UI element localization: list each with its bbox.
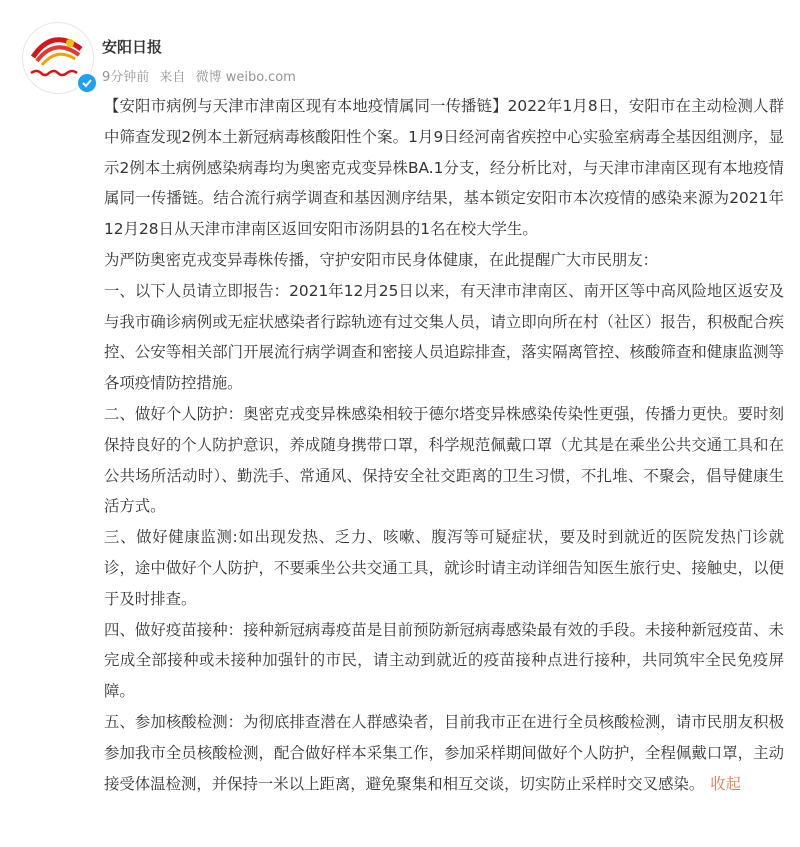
post-paragraph: 三、做好健康监测:如出现发热、乏力、咳嗽、腹泻等可疑症状，要及时到就近的医院发热门诊就诊，途中做好个人防护，不要乘坐公共交通工具，就诊时请主动详细告知医生旅行史、接触史，以便于及时排查。 [104, 528, 784, 608]
post-paragraph: 二、做好个人防护：奥密克戎变异株感染相较于德尔塔变异株感染传染性更强，传播力更快。要时刻保持良好的个人防护意识，养成随身携带口罩，科学规范佩戴口罩（尤其是在乘坐公共交通工具和在公共场所活动时）、勤洗手、常通风、保持安全社交距离的卫生习惯，不扎堆、不聚会，倡导健康生活方式。 [104, 404, 784, 516]
post-content [104, 91, 784, 799]
account-name[interactable]: 安阳日报 [102, 38, 163, 56]
post-paragraph: 四、做好疫苗接种：接种新冠病毒疫苗是目前预防新冠病毒感染最有效的手段。未接种新冠疫苗、未完成全部接种或未接种加强针的市民，请主动到就近的疫苗接种点进行接种，共同筑牢全民免疫屏障。 [104, 620, 784, 701]
post-paragraph: 为严防奥密克戎变异毒株传播，守护安阳市民身体健康，在此提醒广大市民朋友： [104, 250, 659, 269]
source-prefix: 来自 [159, 70, 186, 85]
post-paragraph-text: 五、参加核酸检测：为彻底排查潜在人群感染者，目前我市正在进行全员核酸检测，请市民朋友积极参加我市全员核酸检测，配合做好样本采集工作，参加采样期间做好个人防护，全程佩戴口罩，主动接受体温检测，并保持一米以上距离，避免聚集和相互交谈，切实防止采样时交叉感染。 [104, 712, 784, 793]
post-paragraph: 一、以下人员请立即报告：2021年12月25日以来，有天津市津南区、南开区等中高风险地区返安及与我市确诊病例或无症状感染者行踪轨迹有过交集人员，请立即向所在村（社区）报告，积极配合疾控、公安等相关部门开展流行病学调查和密接人员追踪排查，落实隔离管控、核酸筛查和健康监测等各项疫情防控措施。 [104, 281, 784, 393]
post-header [22, 22, 782, 92]
source-app[interactable]: 微博 weibo.com [195, 70, 296, 85]
post-time[interactable]: 9分钟前 [102, 70, 150, 85]
post-paragraph: 【安阳市病例与天津市津南区现有本地疫情属同一传播链】2022年1月8日，安阳市在主动检测人群中筛查发现2例本土新冠病毒核酸阳性个案。1月9日经河南省疾控中心实验室病毒全基因组测序，显示2例本土病例感染病毒均为奥密克戎变异株BA.1分支，经分析比对，与天津市津南区现有本地疫情属同一传播链。结合流行病学调查和基因测序结果，基本锁定安阳市本次疫情的感染来源为2021年12月28日从天津市津南区返回安阳市汤阴县的1名在校大学生。 [104, 97, 784, 239]
avatar[interactable] [22, 22, 98, 98]
post-paragraph-last [104, 707, 784, 799]
post-meta [102, 66, 302, 85]
collapse-link[interactable]: 收起 [710, 774, 742, 793]
verified-badge-icon [76, 72, 98, 94]
